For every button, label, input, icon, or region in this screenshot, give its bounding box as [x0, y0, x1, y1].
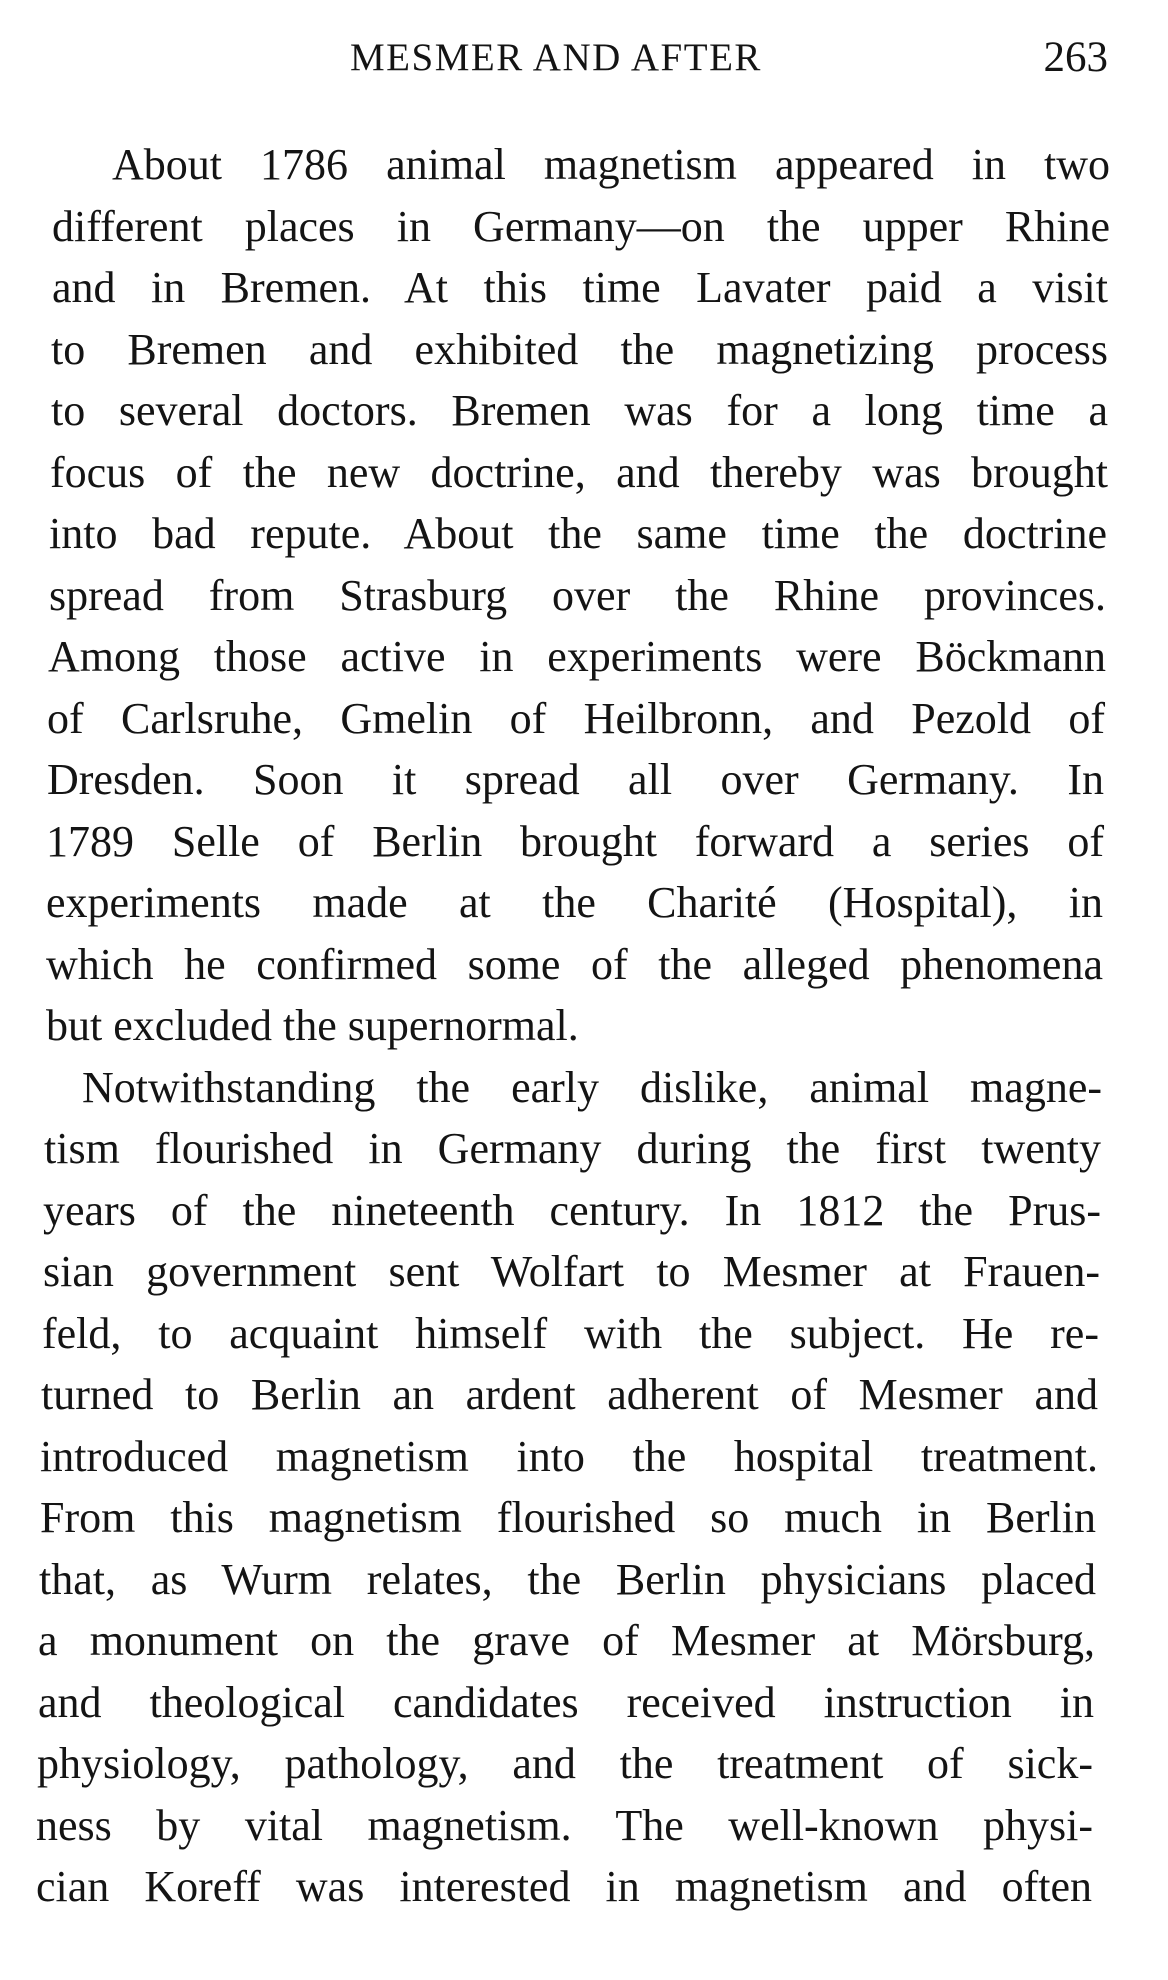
text-line: Dresden. Soon it spread all over Germany. In	[47, 755, 1104, 804]
text-line: turned to Berlin an ardent adherent of Mesmer and	[41, 1370, 1098, 1419]
text-line: sian government sent Wolfart to Mesmer at Frauen-	[43, 1247, 1100, 1296]
running-head	[0, 30, 1168, 86]
text-line: different places in Germany—on the upper Rhine	[52, 201, 1110, 251]
body-text	[0, 134, 1168, 1918]
text-line: spread from Strasburg over the Rhine provinces.	[49, 570, 1106, 620]
text-line: tism flourished in Germany during the first twenty	[44, 1124, 1101, 1173]
text-line: feld, to acquaint himself with the subject. He re-	[42, 1308, 1099, 1358]
running-title: MESMER AND AFTER	[350, 36, 762, 79]
text-line: About 1786 animal magnetism appeared in two	[112, 140, 1110, 189]
text-line: and theological candidates received instruction in	[38, 1677, 1094, 1727]
text-line: years of the nineteenth century. In 1812 the Prus-	[43, 1185, 1101, 1235]
text-line: experiments made at the Charité (Hospital), in	[46, 878, 1103, 927]
text-line: 1789 Selle of Berlin brought forward a series of	[46, 816, 1104, 866]
text-line: and in Bremen. At this time Lavater paid a visit	[52, 263, 1108, 312]
text-line: introduced magnetism into the hospital treatment.	[40, 1431, 1098, 1481]
text-line: From this magnetism flourished so much in Berlin	[40, 1493, 1096, 1542]
page-number: 263	[1043, 34, 1108, 81]
text-line: ness by vital magnetism. The well-known physi-	[36, 1800, 1093, 1850]
text-line: that, as Wurm relates, the Berlin physicians placed	[39, 1554, 1096, 1604]
text-line: a monument on the grave of Mesmer at Mörsburg,	[38, 1616, 1095, 1665]
text-line: Notwithstanding the early dislike, animal magne-	[82, 1062, 1102, 1112]
text-line: cian Koreff was interested in magnetism and often	[36, 1862, 1092, 1911]
text-line: which he confirmed some of the alleged phenomena	[46, 939, 1103, 989]
text-line: to several doctors. Bremen was for a long time a	[51, 386, 1108, 435]
text-line: of Carlsruhe, Gmelin of Heilbronn, and Pezold of	[47, 693, 1105, 743]
text-line: into bad repute. About the same time the doctrine	[49, 509, 1107, 558]
text-line: but excluded the supernormal.	[46, 1001, 579, 1050]
text-line: physiology, pathology, and the treatment of sick-	[37, 1739, 1093, 1788]
text-line: Among those active in experiments were Böckmann	[48, 632, 1106, 681]
text-line: focus of the new doctrine, and thereby was brought	[50, 447, 1108, 497]
text-line: to Bremen and exhibited the magnetizing process	[51, 324, 1108, 374]
